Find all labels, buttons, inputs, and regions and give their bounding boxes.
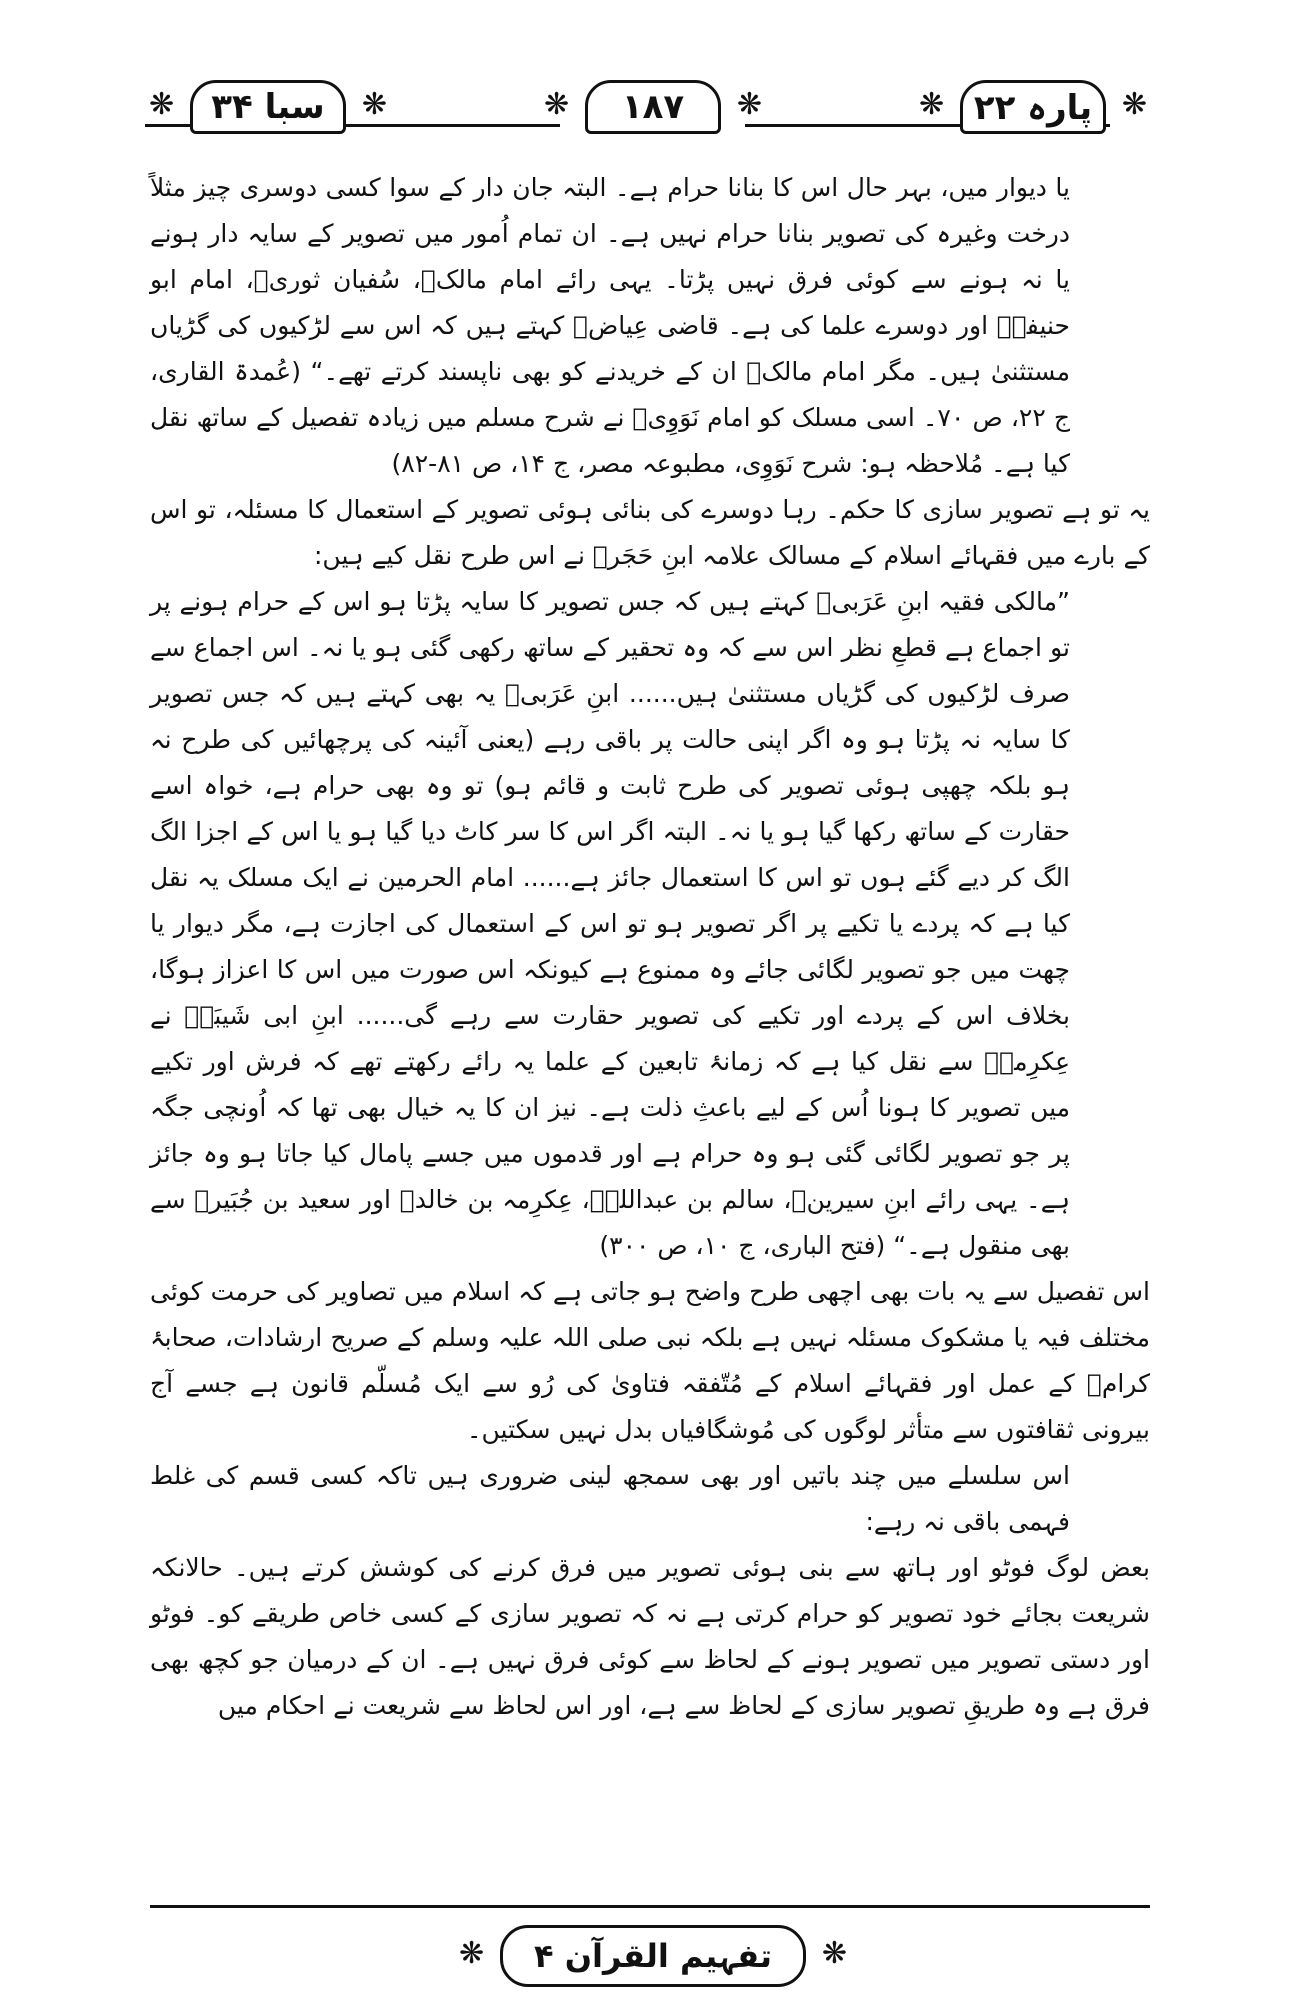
- sura-label: ❋ سبا ۳۴ ❋: [190, 80, 346, 134]
- paragraph-conclusion: اس تفصیل سے یہ بات بھی اچھی طرح واضح ہو جاتی ہے کہ اسلام میں تصاویر کی حرمت کوئی مختلف فیہ یا مشکوک مسئلہ نہیں ہے بلکہ نبی صلی اللہ علیہ وسلم کے صریح ارشادات، صحابۂ کرامؓ کے عمل اور فقہائے اسلام کے مُتّفقہ فتاویٰ کی رُو سے ایک مُسلّم قانون ہے جسے آج بیرونی ثقافتوں سے متأثر لوگوں کی مُوشگافیاں بدل نہیں سکتیں۔: [150, 1277, 1150, 1444]
- paragraph-quote-continuation: یا دیوار میں، بہر حال اس کا بنانا حرام ہے۔ البتہ جان دار کے سوا کسی دوسری چیز مثلاً درخت وغیرہ کی تصویر بنانا حرام نہیں ہے۔ ان تمام اُمور میں تصویر کے سایہ دار ہونے یا نہ ہونے سے کوئی فرق نہیں پڑتا۔ یہی رائے امام مالکؒ، سُفیان ثوریؒ، امام ابو حنیفہؒ اور دوسرے علما کی ہے۔ قاضی عِیاضؒ کہتے ہیں کہ اس سے لڑکیوں کی گڑیاں مستثنیٰ ہیں۔ مگر امام مالکؒ ان کے خریدنے کو بھی ناپسند کرتے تھے۔“ (عُمدۃ القاری، ج ۲۲، ص ۷۰۔ اسی مسلک کو امام نَوَوِیؒ نے شرح مسلم میں زیادہ تفصیل کے ساتھ نقل کیا ہے۔ مُلاحظہ ہو: شرح نَوَوِی، مطبوعہ مصر، ج ۱۴، ص ۸۱-۸۲): [150, 173, 1071, 478]
- paragraph-photo-note: بعض لوگ فوٹو اور ہاتھ سے بنی ہوئی تصویر میں فرق کرنے کی کوشش کرتے ہیں۔ حالانکہ شریعت بجائے خود تصویر کو حرام کرتی ہے نہ کہ تصویر سازی کے کسی خاص طریقے کو۔ فوٹو اور دستی تصویر میں تصویر ہونے کے لحاظ سے کوئی فرق نہیں ہے۔ ان کے درمیان جو کچھ بھی فرق ہے وہ طریقِ تصویر سازی کے لحاظ سے ہے، اور اس لحاظ سے شریعت نے احکام میں: [150, 1553, 1150, 1720]
- para-label: ❋ پارہ ۲۲ ❋: [960, 80, 1106, 134]
- page-header: [0, 0, 1300, 160]
- paragraph-notes-intro: اس سلسلے میں چند باتیں اور بھی سمجھ لینی ضروری ہیں تاکہ کسی قسم کی غلط فہمی باقی نہ رہے:: [150, 1461, 1070, 1536]
- footer-rule: [150, 1905, 1150, 1908]
- paragraph-usage-intro: یہ تو ہے تصویر سازی کا حکم۔ رہا دوسرے کی بنائی ہوئی تصویر کے استعمال کا مسئلہ، تو اس کے بارے میں فقہائے اسلام کے مسالک علامہ ابنِ حَجَرؒ نے اس طرح نقل کیے ہیں:: [150, 495, 1150, 570]
- body-text: [150, 165, 1150, 1729]
- book-title: ❋ تفہیم القرآن ۴ ❋: [500, 1925, 806, 1987]
- page-number: ❋ ۱۸۷ ❋: [585, 80, 721, 134]
- paragraph-ibn-hajar-quote: ”مالکی فقیہ ابنِ عَرَبیؒ کہتے ہیں کہ جس تصویر کا سایہ پڑتا ہو اس کے حرام ہونے پر تو اجماع ہے قطعِ نظر اس سے کہ وہ تحقیر کے ساتھ رکھی گئی ہو یا نہ۔ اس اجماع سے صرف لڑکیوں کی گڑیاں مستثنیٰ ہیں...... ابنِ عَرَبیؒ یہ بھی کہتے ہیں کہ جس تصویر کا سایہ نہ پڑتا ہو وہ اگر اپنی حالت پر باقی رہے (یعنی آئینہ کی پرچھائیں کی طرح نہ ہو بلکہ چھپی ہوئی تصویر کی طرح ثابت و قائم ہو) تو وہ بھی حرام ہے، خواہ اسے حقارت کے ساتھ رکھا گیا ہو یا نہ۔ البتہ اگر اس کا سر کاٹ دیا گیا ہو یا اس کے اجزا الگ الگ کر دیے گئے ہوں تو اس کا استعمال جائز ہے...... امام الحرمین نے ایک مسلک یہ نقل کیا ہے کہ پردے یا تکیے پر اگر تصویر ہو تو اس کے استعمال کی اجازت ہے، مگر دیوار یا چھت میں جو تصویر لگائی جائے وہ ممنوع ہے کیونکہ اس صورت میں اس کا اعزاز ہوگا، بخلاف اس کے پردے اور تکیے کی تصویر حقارت سے رہے گی...... ابنِ ابی شَیبَہؒ نے عِکرِمہؒ سے نقل کیا ہے کہ زمانۂ تابعین کے علما یہ رائے رکھتے تھے کہ فرش اور تکیے میں تصویر کا ہونا اُس کے لیے باعثِ ذلت ہے۔ نیز ان کا یہ خیال بھی تھا کہ اُونچی جگہ پر جو تصویر لگائی گئی ہو وہ حرام ہے اور قدموں میں جسے پامال کیا جاتا ہو وہ جائز ہے۔ یہی رائے ابنِ سیرینؒ، سالم بن عبداللہؒ، عِکرِمہ بن خالدؒ اور سعید بن جُبَیرؒ سے بھی منقول ہے۔“ (فتح الباری، ج ۱۰، ص ۳۰۰): [150, 587, 1070, 1260]
